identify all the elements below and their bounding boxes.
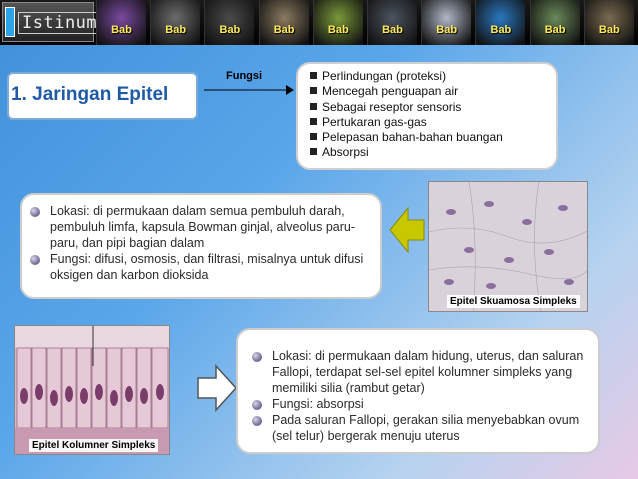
squamosa-tissue-image: [429, 182, 588, 312]
list-item: [26, 251, 366, 283]
nav-tab-10[interactable]: [584, 0, 634, 45]
kolumner-caption: Epitel Kolumner Simpleks: [29, 439, 158, 452]
list-item-text: Fungsi: absorpsi: [272, 397, 364, 411]
nav-tab-3[interactable]: [204, 0, 254, 45]
organs-image: [260, 0, 309, 45]
organ-image: [531, 0, 580, 45]
nav-tab-label: Bab: [165, 24, 187, 36]
list-item: [248, 412, 588, 444]
list-item: Absorpsi: [310, 145, 503, 160]
kolumner-tissue-image: [15, 326, 170, 455]
list-item: Pelepasan bahan-bahan buangan: [310, 130, 503, 145]
list-item: Mencegah penguapan air: [310, 84, 503, 99]
globe-image: [476, 0, 525, 45]
list-item: Perlindungan (proteksi): [310, 69, 503, 84]
logo-text: Istinum: [18, 12, 101, 34]
nav-tab-label: Bab: [219, 24, 241, 36]
section-title-box: [7, 72, 198, 120]
purple-cells-image: [97, 0, 146, 45]
respiratory-image: [422, 0, 471, 45]
list-item: [248, 396, 588, 412]
bullet-icon: [252, 400, 262, 410]
squamosa-list: [26, 203, 366, 283]
list-item: [26, 203, 366, 251]
bullet-icon: [252, 352, 262, 362]
skeleton-image: [205, 0, 254, 45]
squamosa-caption: Epitel Skuamosa Simpleks: [447, 295, 580, 308]
xray-image: [368, 0, 417, 45]
list-item: Sebagai reseptor sensoris: [310, 100, 503, 115]
nav-tab-6[interactable]: [367, 0, 417, 45]
list-item-text: Fungsi: difusi, osmosis, dan filtrasi, misalnya untuk difusi oksigen dan karbon dioksida: [50, 252, 364, 282]
nav-tab-9[interactable]: [530, 0, 580, 45]
nav-tab-label: Bab: [544, 24, 566, 36]
logo-mark-icon: [5, 7, 15, 37]
nav-tab-7[interactable]: [421, 0, 471, 45]
nav-tab-1[interactable]: [96, 0, 146, 45]
nav-tab-label: Bab: [598, 24, 620, 36]
list-item-text: Pada saluran Fallopi, gerakan silia menyebabkan ovum (sel telur) bergerak menuju uterus: [272, 413, 580, 443]
nav-tab-label: Bab: [111, 24, 132, 36]
list-item: Pertukaran gas-gas: [310, 115, 503, 130]
nav-tab-label: Bab: [327, 24, 349, 36]
fungsi-list: [310, 69, 503, 161]
squamosa-micrograph: [428, 181, 588, 312]
nav-tab-8[interactable]: [475, 0, 525, 45]
bullet-icon: [252, 416, 262, 426]
nav-tab-label: Bab: [436, 24, 458, 36]
kolumner-list: [248, 348, 588, 444]
nav-tab-4[interactable]: [259, 0, 309, 45]
nav-tab-label: Bab: [490, 24, 512, 36]
right-outline-arrow-icon: [196, 362, 238, 414]
fungsi-label: Fungsi: [226, 70, 263, 82]
food-image: [314, 0, 363, 45]
top-navigation-bar: [0, 0, 638, 45]
squamosa-info-card: [20, 193, 382, 299]
gray-tissue-image: [151, 0, 200, 45]
list-item: [248, 348, 588, 396]
nav-tab-5[interactable]: [313, 0, 363, 45]
bullet-icon: [30, 255, 40, 265]
logo: [2, 2, 98, 42]
nav-tab-label: Bab: [273, 24, 295, 36]
list-item-text: Lokasi: di permukaan dalam semua pembuluh darah, pembuluh limfa, kapsula Bowman ginjal, alveolus paru-paru, dan pipi bagian dalam: [50, 204, 356, 250]
left-arrow-icon: [388, 204, 426, 256]
bullet-icon: [30, 207, 40, 217]
nav-tab-2[interactable]: [150, 0, 200, 45]
people-image: [585, 0, 634, 45]
kolumner-micrograph: [14, 325, 170, 455]
section-title: 1. Jaringan Epitel: [11, 84, 169, 105]
nav-tab-label: Bab: [382, 24, 403, 36]
kolumner-info-card: [236, 328, 600, 454]
list-item-text: Lokasi: di permukaan dalam hidung, uterus, dan saluran Fallopi, terdapat sel-sel epitel kolumner simpleks yang memiliki silia (rambut getar): [272, 349, 584, 395]
fungsi-card: [296, 62, 558, 170]
right-arrow-icon: [204, 80, 294, 100]
